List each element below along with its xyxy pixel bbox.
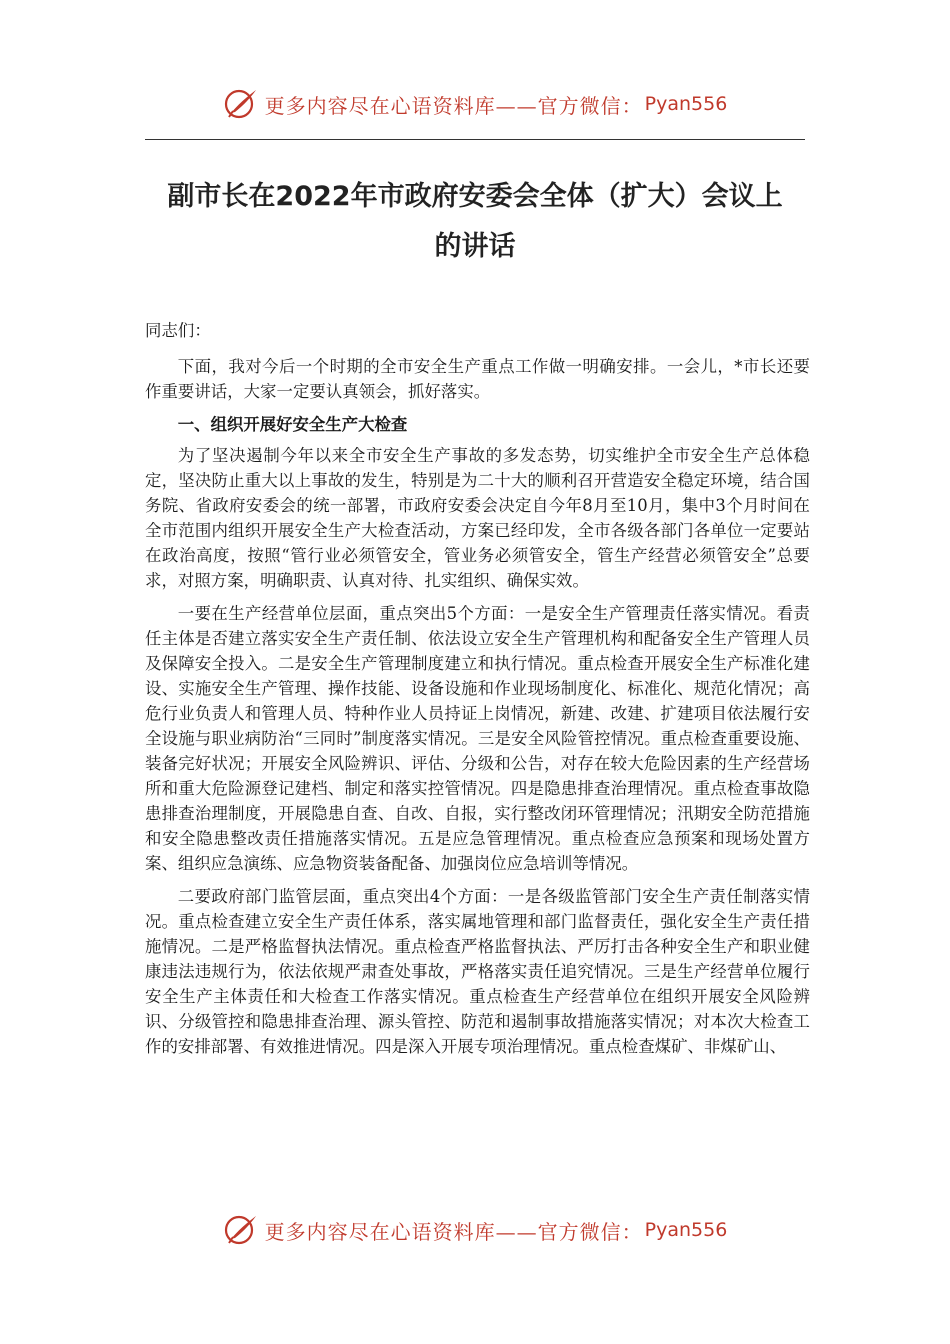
wechat-id: Pyan556 — [644, 1219, 728, 1241]
quill-logo-icon — [223, 1212, 259, 1248]
section-heading: 一、组织开展好安全生产大检查 — [177, 415, 408, 434]
wechat-id: Pyan556 — [644, 93, 728, 115]
paragraph-3: 二要政府部门监管层面，重点突出4个方面：一是各级监管部门安全生产责任制落实情况。重点检查建立安全生产责任体系，落实属地管理和部门监督责任，强化安全生产责任措施情况。二是严格监督执法情况。重点检查严格监督执法、严厉打击各种安全生产和职业健康违法违规行为，依法依规严肃查处事故，严格落实责任追究情况。三是生产经营单位履行安全生产主体责任和大检查工作落实情况。重点检查生产经营单位在组织开展安全风险辨识、分级管控和隐患排查治理、源头管控、防范和遏制事故措施落实情况；对本次大检查工作的安排部署、有效推进情况。四是深入开展专项治理情况。重点检查煤矿、非煤矿山、 — [145, 887, 810, 1056]
intro-paragraph: 下面，我对今后一个时期的全市安全生产重点工作做一明确安排。一会儿，*市长还要作重要讲话，大家一定要认真领会，抓好落实。 — [145, 357, 810, 401]
greeting: 同志们： — [145, 321, 211, 340]
banner-text: 更多内容尽在心语资料库——官方微信： — [264, 93, 643, 118]
document-body — [145, 318, 810, 1067]
title-line-1: 副市长在2022年市政府安委会全体（扩大）会议上 — [167, 181, 783, 212]
footer-banner — [0, 1210, 950, 1250]
header-banner — [0, 84, 950, 124]
banner-text: 更多内容尽在心语资料库——官方微信： — [264, 1219, 643, 1244]
paragraph-2: 一要在生产经营单位层面，重点突出5个方面：一是安全生产管理责任落实情况。看责任主体是否建立落实安全生产责任制、依法设立安全生产管理机构和配备安全生产管理人员及保障安全投入。二是安全生产管理制度建立和执行情况。重点检查开展安全生产标准化建设、实施安全生产管理、操作技能、设备设施和作业现场制度化、标准化、规范化情况；高危行业负责人和管理人员、特种作业人员持证上岗情况，新建、改建、扩建项目依法履行安全设施与职业病防治“三同时”制度落实情况。三是安全风险管控情况。重点检查重要设施、装备完好状况；开展安全风险辨识、评估、分级和公告，对存在较大危险因素的生产经营场所和重大危险源登记建档、制定和落实控管情况。四是隐患排查治理情况。重点检查事故隐患排查治理制度，开展隐患自查、自改、自报，实行整改闭环管理情况；汛期安全防范措施和安全隐患整改责任措施落实情况。五是应急管理情况。重点检查应急预案和现场处置方案、组织应急演练、应急物资装备配备、加强岗位应急培训等情况。 — [145, 604, 810, 873]
quill-logo-icon — [223, 86, 259, 122]
paragraph-1: 为了坚决遏制今年以来全市安全生产事故的多发态势，切实维护全市安全生产总体稳定，坚决防止重大以上事故的发生，特别是为二十大的顺利召开营造安全稳定环境，结合国务院、省政府安委会的统一部署，市政府安委会决定自今年8月至10月，集中3个月时间在全市范围内组织开展安全生产大检查活动，方案已经印发，全市各级各部门各单位一定要站在政治高度，按照“管行业必须管安全，管业务必须管安全，管生产经营必须管安全”总要求，对照方案，明确职责、认真对待、扎实组织、确保实效。 — [145, 446, 810, 590]
page-title — [145, 172, 805, 272]
header-rule — [145, 139, 805, 140]
title-line-2: 的讲话 — [434, 231, 516, 262]
